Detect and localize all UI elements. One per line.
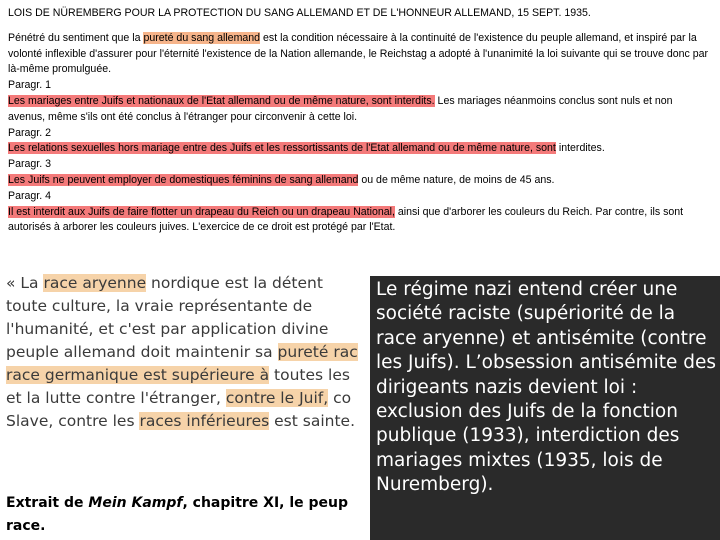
law-preamble: Pénétré du sentiment que la pureté du sang allemand est la condition nécessaire à la continuité de l'existence du peuple allemand, et inspiré par la volonté inflexible d'assurer pour l'éternité l'existence de la Nation allemande, le Reichstag a adopté à l'unanimité la loi suivante qui se trouve donc par là-même promulguée.	[8, 31, 709, 76]
highlight-contre-juif: contre le Juif,	[225, 389, 329, 407]
paragraph-4-label: Paragr. 4	[8, 189, 51, 202]
paragraph-1-label: Paragr. 1	[8, 79, 51, 92]
paragraph-3-label: Paragr. 3	[8, 158, 51, 171]
highlight-mariages: Les mariages entre Juifs et nationaux de l'Etat allemand ou de même nature, sont interdits.	[8, 94, 435, 107]
quote-line: peuple allemand doit maintenir sa pureté rac	[6, 343, 358, 361]
paragraph-4-text: Il est interdit aux Juifs de faire flotter un drapeau du Reich ou un drapeau National, ainsi que d'arborer les couleurs du Reich. Par contre, ils sont autorisés à arborer les couleurs juives. L'exercice de ce droit est protégé par l'Etat.	[8, 205, 684, 234]
highlight-relations: Les relations sexuelles hors mariage entre des Juifs et les ressortissants de l'Etat allemand ou de même nature, sont	[8, 142, 556, 155]
quote-line: l'humanité, et c'est par application divine	[6, 320, 329, 338]
law-title: LOIS DE NÜREMBERG POUR LA PROTECTION DU SANG ALLEMAND ET DE L'HONNEUR ALLEMAND, 15 SEPT. 1935.	[8, 7, 591, 19]
summary-text: Le régime nazi entend créer une société raciste (supériorité de la race aryenne) et antisémite (contre les Juifs). L’obsession antisémite des dirigeants nazis devient loi : exclusion des Juifs de la fonction publique (1933), interdiction des mariages mixtes (1935, lois de Nuremberg).	[376, 279, 717, 496]
paragraph-1-text: Les mariages entre Juifs et nationaux de l'Etat allemand ou de même nature, sont interdits. Les mariages néanmoins conclus sont nuls et non avenus, même s'ils ont été conclus à l'étranger pour circonvenir à cette loi.	[8, 94, 673, 123]
highlight-races-inferieures: races inférieures	[139, 412, 270, 430]
book-title: Mein Kampf	[88, 495, 183, 511]
quote-line: « La race aryenne nordique est la détent	[6, 274, 323, 292]
summary-overlay	[370, 276, 720, 540]
excerpt-caption: Extrait de Mein Kampf, chapitre XI, le peup race.	[6, 495, 349, 534]
highlight-race-germanique: race germanique est supérieure à	[6, 366, 270, 384]
quote-line: toute culture, la vraie représentante de	[6, 297, 313, 315]
paragraph-3-text: Les Juifs ne peuvent employer de domestiques féminins de sang allemand ou de même nature, de moins de 45 ans.	[8, 173, 555, 186]
quote-line: et la lutte contre l'étranger, contre le Juif, co	[6, 389, 352, 407]
highlight-purete-sang: pureté du sang allemand	[143, 31, 261, 44]
paragraph-2-text: Les relations sexuelles hors mariage entre des Juifs et les ressortissants de l'Etat allemand ou de même nature, sont interdites.	[8, 142, 605, 155]
quote-line: Slave, contre les races inférieures est sainte.	[6, 412, 355, 430]
highlight-purete-raciale: pureté rac	[277, 343, 358, 361]
highlight-drapeau: Il est interdit aux Juifs de faire flotter un drapeau du Reich ou un drapeau National,	[8, 205, 395, 218]
paragraph-2-label: Paragr. 2	[8, 126, 51, 139]
quote-line: race germanique est supérieure à toutes les	[6, 366, 350, 384]
highlight-domestiques: Les Juifs ne peuvent employer de domestiques féminins de sang allemand	[8, 173, 359, 186]
highlight-race-aryenne: race aryenne	[43, 274, 147, 292]
